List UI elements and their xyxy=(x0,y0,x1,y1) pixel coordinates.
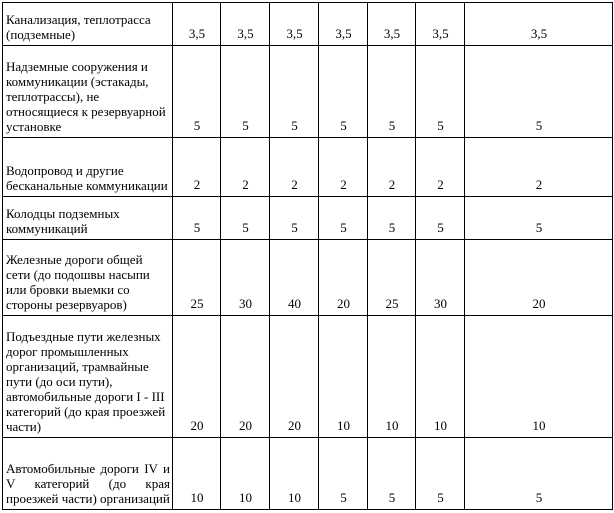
row-label: Надземные сооружения и коммуникации (эстакады, теплотрассы), не относящиеся к резервуарной установке xyxy=(3,46,173,138)
row-label: Колодцы подземных коммуникаций xyxy=(3,197,173,240)
table-cell: 3,5 xyxy=(319,3,368,46)
row-label: Канализация, теплотрасса (подземные) xyxy=(3,3,173,46)
row-label: Автомобильные дороги IV и V категорий (до края проезжей части) организаций xyxy=(3,438,173,510)
table-cell: 2 xyxy=(368,138,416,197)
table-cell: 25 xyxy=(173,240,221,316)
table-cell: 3,5 xyxy=(368,3,416,46)
table-row xyxy=(3,138,613,197)
table-cell: 3,5 xyxy=(221,3,270,46)
table-cell: 2 xyxy=(173,138,221,197)
table-cell: 5 xyxy=(416,438,465,510)
table-cell: 5 xyxy=(319,197,368,240)
table-row xyxy=(3,316,613,438)
table-row xyxy=(3,46,613,138)
table-cell: 20 xyxy=(270,316,319,438)
row-label: Железные дороги общей сети (до подошвы насыпи или бровки выемки со стороны резервуаров) xyxy=(3,240,173,316)
table-cell: 3,5 xyxy=(416,3,465,46)
table-cell: 10 xyxy=(368,316,416,438)
table-cell: 5 xyxy=(465,438,613,510)
table-cell: 40 xyxy=(270,240,319,316)
table-cell: 2 xyxy=(416,138,465,197)
table-cell: 3,5 xyxy=(173,3,221,46)
table-cell: 20 xyxy=(173,316,221,438)
row-label: Подъездные пути железных дорог промышленных организаций, трамвайные пути (до оси пути), автомобильные дороги I - III категорий (до края проезжей части) xyxy=(3,316,173,438)
table-cell: 2 xyxy=(319,138,368,197)
table-cell: 10 xyxy=(270,438,319,510)
table-cell: 10 xyxy=(465,316,613,438)
table-cell: 25 xyxy=(368,240,416,316)
distance-table xyxy=(2,2,613,510)
table-cell: 3,5 xyxy=(465,3,613,46)
table-cell: 5 xyxy=(221,197,270,240)
table-cell: 10 xyxy=(319,316,368,438)
table-cell: 30 xyxy=(416,240,465,316)
table-cell: 10 xyxy=(173,438,221,510)
table-row xyxy=(3,240,613,316)
table-cell: 3,5 xyxy=(270,3,319,46)
table-cell: 5 xyxy=(416,46,465,138)
table-cell: 5 xyxy=(270,197,319,240)
table-cell: 5 xyxy=(465,46,613,138)
table-cell: 5 xyxy=(416,197,465,240)
table-cell: 5 xyxy=(221,46,270,138)
table-cell: 5 xyxy=(270,46,319,138)
table-row xyxy=(3,197,613,240)
table-cell: 30 xyxy=(221,240,270,316)
table-row xyxy=(3,438,613,510)
table-cell: 10 xyxy=(416,316,465,438)
table-cell: 5 xyxy=(173,197,221,240)
table-cell: 5 xyxy=(319,438,368,510)
table-cell: 20 xyxy=(221,316,270,438)
table-cell: 2 xyxy=(221,138,270,197)
row-label: Водопровод и другие бесканальные коммуникации xyxy=(3,138,173,197)
table-cell: 5 xyxy=(368,438,416,510)
table-cell: 2 xyxy=(465,138,613,197)
table-cell: 10 xyxy=(221,438,270,510)
table-cell: 20 xyxy=(465,240,613,316)
table-cell: 5 xyxy=(368,46,416,138)
table-cell: 2 xyxy=(270,138,319,197)
table-cell: 5 xyxy=(465,197,613,240)
table-cell: 5 xyxy=(173,46,221,138)
table-cell: 5 xyxy=(319,46,368,138)
table-row xyxy=(3,3,613,46)
table-cell: 5 xyxy=(368,197,416,240)
table-cell: 20 xyxy=(319,240,368,316)
